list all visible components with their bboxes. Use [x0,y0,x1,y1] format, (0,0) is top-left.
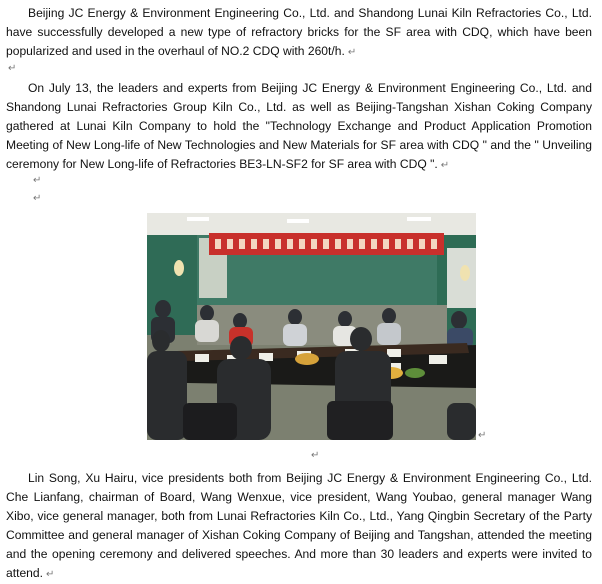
paragraph-1 [6,4,592,62]
empty-line-mark: ↵ [8,63,17,74]
paragraph-3 [6,469,592,584]
paragraph-mark: ↵ [347,47,357,58]
paragraph-3-text: Lin Song, Xu Hairu, vice presidents both from Beijing JC Energy & Environment Engineering Co., Ltd. Che Lianfang, chairman of Board, Wang Wenxue, vice president, Wang Youbao, general manager Wang Xibo, vice general manager, both from Lunai Refractories Kiln Co., Ltd., Yang Qingbin Secretary of the Party Committee and general manager of Xishan Coking Company of Beijing and Tangshan, attended the meeting and the opening ceremony and delivered speeches. And more than 30 leaders and experts were invited to attend. [6,471,592,580]
meeting-room-photo [147,213,476,440]
empty-line-mark: ↵ [33,193,42,204]
empty-line-mark: ↵ [33,175,42,186]
paragraph-1-text: Beijing JC Energy & Environment Engineering Co., Ltd. and Shandong Lunai Kiln Refractories Co., Ltd. have successfully developed a new type of refractory bricks for the SF area with CDQ, which have been popularized and used in the overhaul of NO.2 CDQ with 260t/h. [6,6,592,58]
paragraph-2 [6,79,592,175]
empty-line-mark: ↵ [311,450,320,461]
paragraph-mark: ↵ [440,160,450,171]
paragraph-mark: ↵ [45,569,55,580]
paragraph-2-text: On July 13, the leaders and experts from Beijing JC Energy & Environment Engineering Co., Ltd. and Shandong Lunai Refractories Group Kiln Co., Ltd. as well as Beijing-Tangshan Xishan Coking Company gathered at Lunai Kiln Company to hold the "Technology Exchange and Product Application Promotion Meeting of New Long-life of New Technologies and New Materials for SF area with CDQ " and the " Unveiling ceremony for New Long-life of Refractories BE3-LN-SF2 for SF area with CDQ ". [6,81,592,171]
image-line-mark: ↵ [478,430,487,441]
